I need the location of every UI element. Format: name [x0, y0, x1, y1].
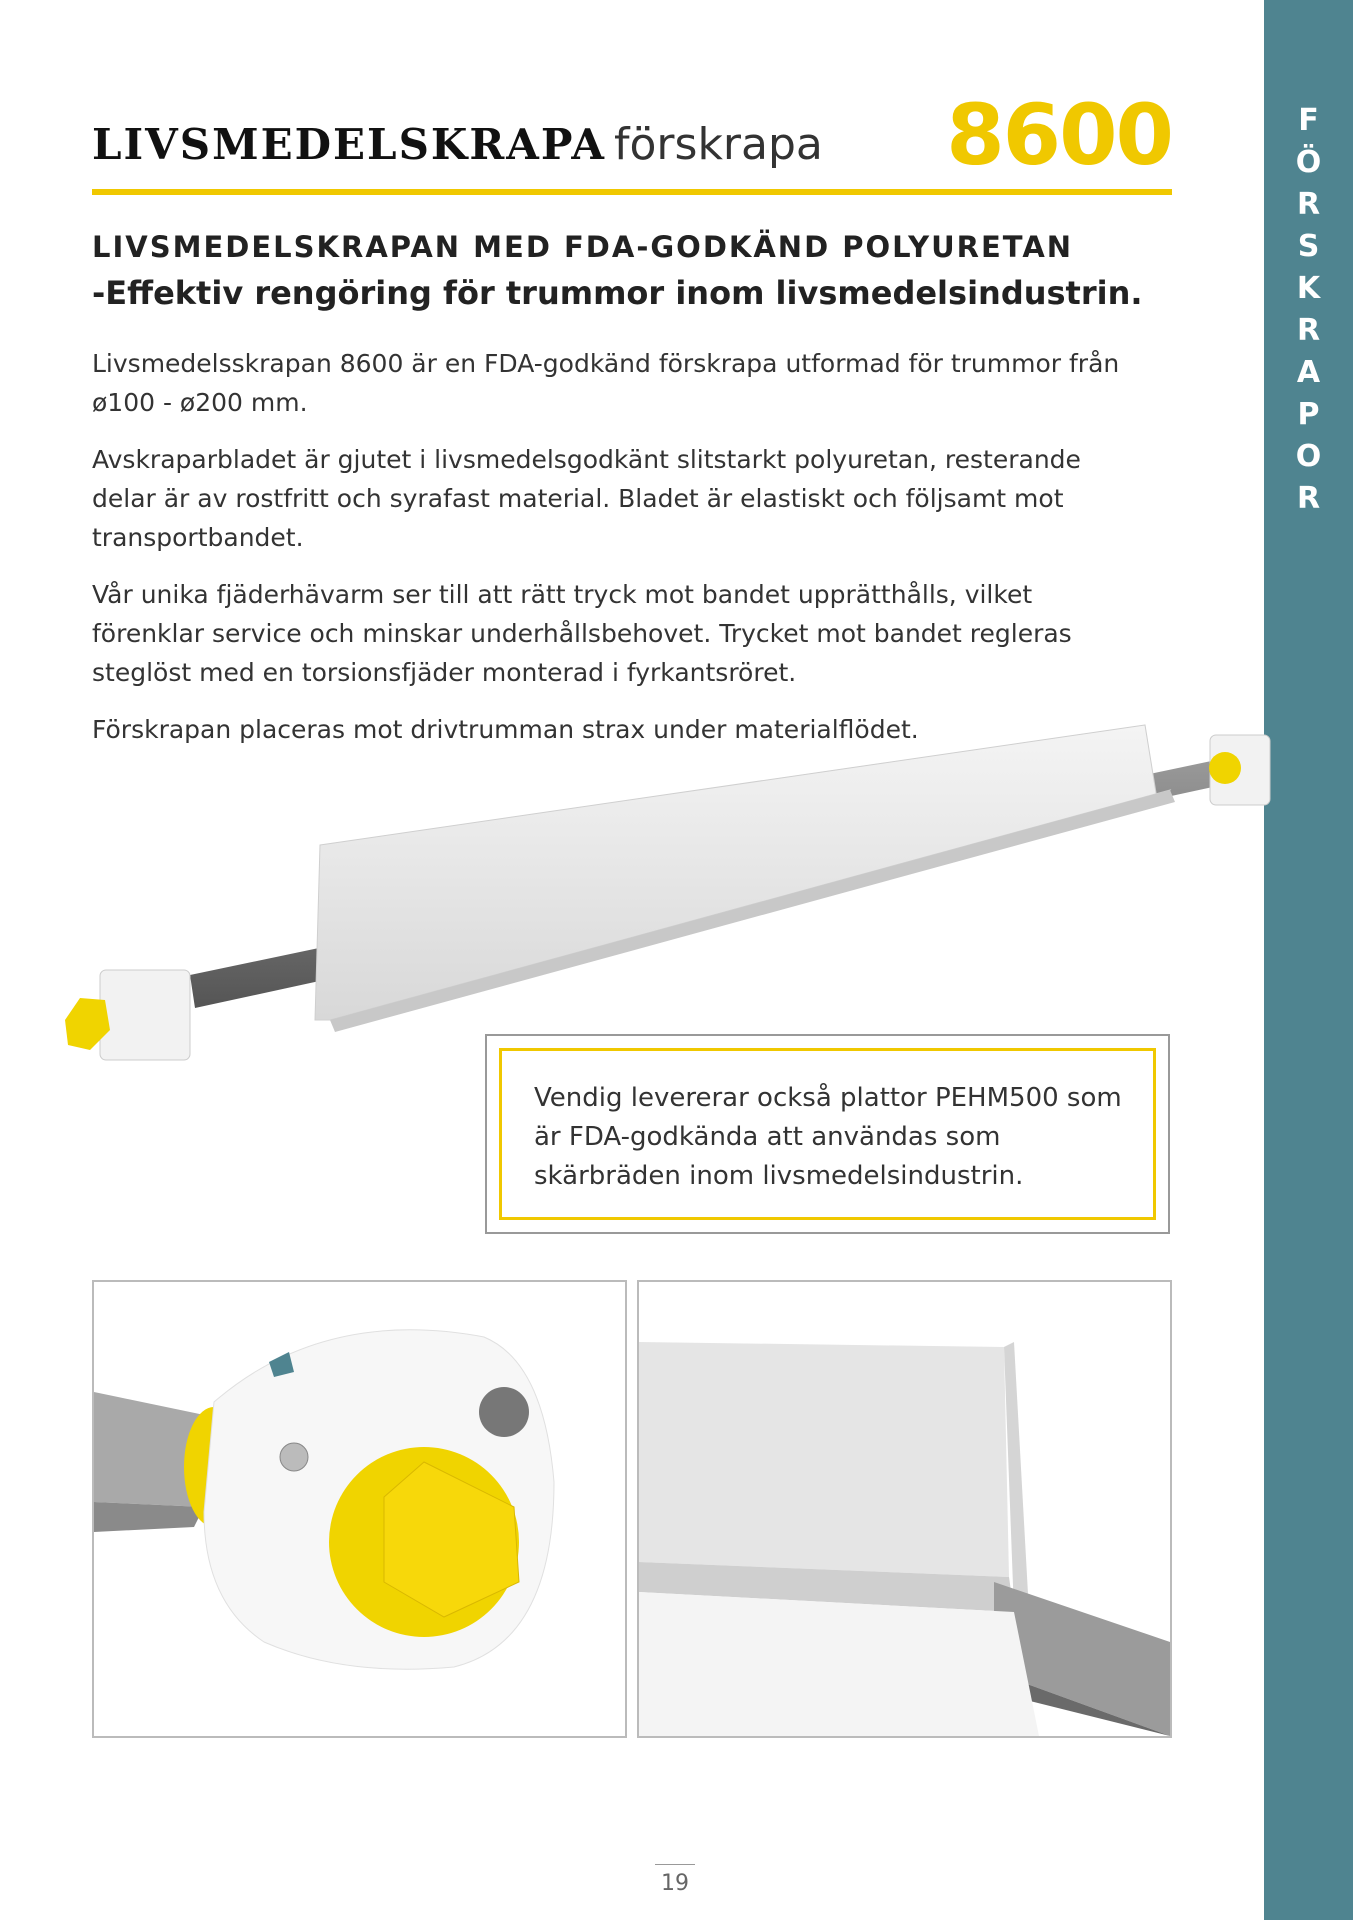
side-letter: O — [1295, 439, 1322, 474]
side-tab-letters — [1264, 100, 1353, 520]
page-header — [92, 86, 1172, 190]
side-letter: S — [1297, 229, 1320, 264]
title-divider — [92, 189, 1172, 195]
paragraph: Förskrapan placeras mot drivtrumman strax under materialflödet. — [92, 715, 919, 744]
yellow-hub-right — [1209, 752, 1241, 784]
info-box — [485, 1034, 1170, 1234]
page-number: 19 — [655, 1864, 695, 1896]
detail-photo-blade — [637, 1280, 1172, 1738]
side-letter: K — [1296, 271, 1321, 306]
info-box-text: Vendig levererar också plattor PEHM500 som är FDA-godkända att användas som skärbräden inom livsmedelsindustrin. — [499, 1048, 1156, 1220]
mount-block-left — [100, 970, 190, 1060]
page-title — [92, 119, 823, 170]
paragraph: Vår unika fjäderhävarm ser till att rätt tryck mot bandet upprätthålls, vilket förenklar service och minskar underhållsbehovet. Trycket mot bandet regleras steglöst med en torsionsfjäder monterad i fyrkantsröret. — [92, 580, 1072, 687]
scraper-blade — [315, 725, 1170, 1020]
body-text — [92, 344, 1142, 767]
side-letter: Ö — [1295, 145, 1322, 180]
side-letter: P — [1297, 397, 1320, 432]
paragraph: Livsmedelsskrapan 8600 är en FDA-godkänd förskrapa utformad för trummor från ø100 - ø200 mm. — [92, 349, 1120, 417]
product-name: LIVSMEDELSKRAPA — [92, 120, 607, 169]
section-subheadline: -Effektiv rengöring för trummor inom livsmedelsindustrin. — [92, 274, 1143, 312]
product-type: förskrapa — [614, 119, 823, 170]
side-letter: R — [1296, 313, 1321, 348]
side-letter: F — [1298, 103, 1319, 138]
model-number: 8600 — [946, 86, 1172, 184]
section-headline: LIVSMEDELSKRAPAN MED FDA-GODKÄND POLYURETAN — [92, 230, 1074, 264]
detail-photo-mount — [92, 1280, 627, 1738]
side-letter: A — [1296, 355, 1321, 390]
side-letter: R — [1296, 187, 1321, 222]
side-letter: R — [1296, 481, 1321, 516]
paragraph: Avskraparbladet är gjutet i livsmedelsgodkänt slitstarkt polyuretan, resterande delar är av rostfritt och syrafast material. Bladet är elastiskt och följsamt mot transportbandet. — [92, 445, 1081, 552]
